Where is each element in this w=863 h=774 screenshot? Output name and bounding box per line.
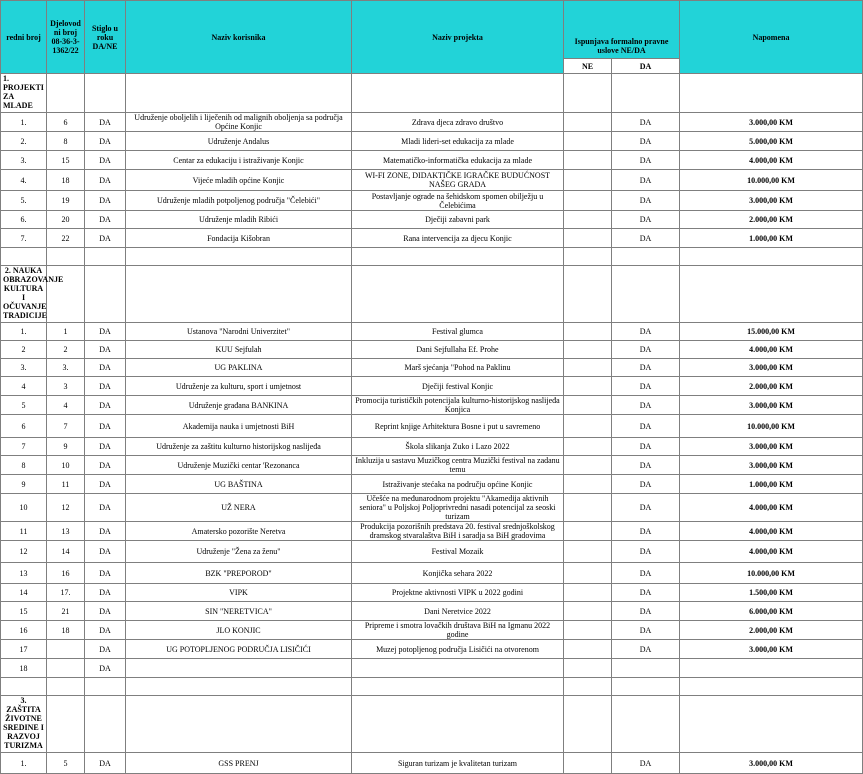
djelovodni-broj-cell: 19 — [47, 191, 85, 211]
uslovi-ne-cell — [564, 438, 612, 456]
napomena-cell: 2.000,00 KM — [680, 377, 863, 396]
korisnik-cell: Ustanova "Narodni Univerzitet" — [126, 323, 352, 341]
projekat-cell: Dani Sejfullaha Ef. Prohe — [352, 341, 564, 359]
header-ne: NE — [564, 59, 612, 74]
header-da: DA — [612, 59, 680, 74]
uslovi-ne-cell — [564, 522, 612, 541]
projekat-cell: Istraživanje stećaka na području općine Konjic — [352, 475, 564, 494]
stiglo-cell: DA — [85, 621, 126, 640]
table-row — [1, 753, 863, 774]
header-ispunjava-uslove: Ispunjava formalno pravne uslove NE/DA — [564, 1, 680, 59]
empty-cell — [85, 248, 126, 266]
empty-cell — [612, 266, 680, 323]
napomena-cell: 4.000,00 KM — [680, 522, 863, 541]
projekat-cell: Siguran turizam je kvalitetan turizam — [352, 753, 564, 774]
uslovi-ne-cell — [564, 377, 612, 396]
napomena-cell: 4.000,00 KM — [680, 541, 863, 563]
empty-cell — [1, 248, 47, 266]
redni-broj-cell: 16 — [1, 621, 47, 640]
napomena-cell: 4.000,00 KM — [680, 494, 863, 522]
uslovi-ne-cell — [564, 475, 612, 494]
stiglo-cell: DA — [85, 753, 126, 774]
stiglo-cell: DA — [85, 602, 126, 621]
stiglo-cell: DA — [85, 359, 126, 377]
header-naziv-projekta: Naziv projekta — [352, 1, 564, 74]
redni-broj-cell: 1. — [1, 753, 47, 774]
korisnik-cell: VIPK — [126, 584, 352, 602]
redni-broj-cell: 2 — [1, 341, 47, 359]
stiglo-cell: DA — [85, 211, 126, 229]
djelovodni-broj-cell: 18 — [47, 621, 85, 640]
table-row — [1, 377, 863, 396]
uslovi-ne-cell — [564, 621, 612, 640]
redni-broj-cell: 12 — [1, 541, 47, 563]
table-row — [1, 113, 863, 132]
korisnik-cell: KUU Sejfulah — [126, 341, 352, 359]
empty-cell — [564, 696, 612, 753]
uslovi-ne-cell — [564, 753, 612, 774]
stiglo-cell: DA — [85, 415, 126, 438]
napomena-cell: 3.000,00 KM — [680, 396, 863, 415]
djelovodni-broj-cell: 20 — [47, 211, 85, 229]
empty-cell — [47, 74, 85, 113]
empty-cell — [85, 678, 126, 696]
projekat-cell: Škola slikanja Zuko i Lazo 2022 — [352, 438, 564, 456]
uslovi-da-cell: DA — [612, 377, 680, 396]
djelovodni-broj-cell: 10 — [47, 456, 85, 475]
korisnik-cell: Udruženje "Žena za ženu" — [126, 541, 352, 563]
redni-broj-cell: 8 — [1, 456, 47, 475]
projekat-cell: Dani Neretvice 2022 — [352, 602, 564, 621]
djelovodni-broj-cell: 2 — [47, 341, 85, 359]
projekat-cell: WI-FI ZONE, DIDAKTIČKE IGRAČKE BUDUĆNOST NAŠEG GRADA — [352, 170, 564, 191]
empty-cell — [612, 74, 680, 113]
empty-cell — [564, 678, 612, 696]
uslovi-da-cell: DA — [612, 621, 680, 640]
napomena-cell: 6.000,00 KM — [680, 602, 863, 621]
header-redni-broj: redni broj — [1, 1, 47, 74]
table-row — [1, 602, 863, 621]
table-row — [1, 323, 863, 341]
stiglo-cell: DA — [85, 475, 126, 494]
djelovodni-broj-cell: 21 — [47, 602, 85, 621]
korisnik-cell: Udruženje Muzički centar 'Rezonanca — [126, 456, 352, 475]
uslovi-da-cell: DA — [612, 541, 680, 563]
uslovi-da-cell: DA — [612, 132, 680, 151]
uslovi-da-cell: DA — [612, 438, 680, 456]
korisnik-cell: UŽ NERA — [126, 494, 352, 522]
stiglo-cell: DA — [85, 377, 126, 396]
section-title: 1. PROJEKTI ZA MLADE — [1, 74, 47, 113]
korisnik-cell: SIN "NERETVICA" — [126, 602, 352, 621]
uslovi-da-cell: DA — [612, 151, 680, 170]
uslovi-da-cell: DA — [612, 753, 680, 774]
projekat-cell: Konjička sehara 2022 — [352, 563, 564, 584]
section-header-row — [1, 74, 863, 113]
uslovi-da-cell: DA — [612, 229, 680, 248]
table-row — [1, 191, 863, 211]
uslovi-ne-cell — [564, 584, 612, 602]
redni-broj-cell: 6. — [1, 211, 47, 229]
stiglo-cell: DA — [85, 323, 126, 341]
korisnik-cell: UG POTOPLJENOG PODRUČJA LISIČIĆI — [126, 640, 352, 659]
header-djelovodni-broj: Djelovod ni broj 08-36-3-1362/22 — [47, 1, 85, 74]
header-stiglo-u-roku: Stiglo u roku DA/NE — [85, 1, 126, 74]
empty-cell — [352, 696, 564, 753]
empty-cell — [352, 74, 564, 113]
napomena-cell: 4.000,00 KM — [680, 341, 863, 359]
empty-cell — [680, 696, 863, 753]
redni-broj-cell: 17 — [1, 640, 47, 659]
napomena-cell: 3.000,00 KM — [680, 456, 863, 475]
table-row — [1, 621, 863, 640]
napomena-cell: 3.000,00 KM — [680, 191, 863, 211]
uslovi-da-cell: DA — [612, 323, 680, 341]
redni-broj-cell: 5. — [1, 191, 47, 211]
empty-cell — [612, 696, 680, 753]
table-row — [1, 584, 863, 602]
table-row — [1, 456, 863, 475]
uslovi-da-cell: DA — [612, 584, 680, 602]
uslovi-da-cell: DA — [612, 359, 680, 377]
empty-cell — [126, 74, 352, 113]
korisnik-cell: GSS PRENJ — [126, 753, 352, 774]
redni-broj-cell: 10 — [1, 494, 47, 522]
stiglo-cell: DA — [85, 151, 126, 170]
uslovi-ne-cell — [564, 563, 612, 584]
stiglo-cell: DA — [85, 341, 126, 359]
uslovi-da-cell: DA — [612, 522, 680, 541]
uslovi-da-cell: DA — [612, 211, 680, 229]
stiglo-cell: DA — [85, 494, 126, 522]
korisnik-cell: UG PAKLINA — [126, 359, 352, 377]
redni-broj-cell: 3. — [1, 359, 47, 377]
uslovi-ne-cell — [564, 229, 612, 248]
korisnik-cell — [126, 659, 352, 678]
uslovi-ne-cell — [564, 359, 612, 377]
projekat-cell: Zdrava djeca zdravo društvo — [352, 113, 564, 132]
redni-broj-cell: 14 — [1, 584, 47, 602]
redni-broj-cell: 9 — [1, 475, 47, 494]
stiglo-cell: DA — [85, 659, 126, 678]
projekat-cell: Dječiji festival Konjic — [352, 377, 564, 396]
table-row — [1, 359, 863, 377]
projekat-cell: Reprint knjige Arhitektura Bosne i put u savremeno — [352, 415, 564, 438]
header-naziv-korisnika: Naziv korisnika — [126, 1, 352, 74]
table-row — [1, 151, 863, 170]
projekat-cell: Dječiji zabavni park — [352, 211, 564, 229]
redni-broj-cell: 13 — [1, 563, 47, 584]
redni-broj-cell: 6 — [1, 415, 47, 438]
uslovi-da-cell: DA — [612, 341, 680, 359]
uslovi-da-cell: DA — [612, 602, 680, 621]
djelovodni-broj-cell: 1 — [47, 323, 85, 341]
uslovi-da-cell: DA — [612, 494, 680, 522]
djelovodni-broj-cell: 15 — [47, 151, 85, 170]
projekat-cell: Učešće na međunarodnom projektu "Akamedija aktivnih seniora" u Poljskoj Poljoprivredni nasadi potencijal za seoski turizam — [352, 494, 564, 522]
djelovodni-broj-cell: 7 — [47, 415, 85, 438]
projekat-cell: Postavljanje ograde na šehidskom spomen obilježju u Čelebićima — [352, 191, 564, 211]
empty-cell — [680, 74, 863, 113]
section-title: 2. NAUKA OBRAZOVANJE KULTURA I OČUVANJE TRADICIJE — [1, 266, 47, 323]
djelovodni-broj-cell: 22 — [47, 229, 85, 248]
redni-broj-cell: 3. — [1, 151, 47, 170]
redni-broj-cell: 18 — [1, 659, 47, 678]
table-row — [1, 211, 863, 229]
empty-cell — [126, 248, 352, 266]
table-row — [1, 563, 863, 584]
napomena-cell: 1.000,00 KM — [680, 475, 863, 494]
uslovi-ne-cell — [564, 494, 612, 522]
uslovi-ne-cell — [564, 113, 612, 132]
redni-broj-cell: 2. — [1, 132, 47, 151]
empty-cell — [1, 678, 47, 696]
table-row — [1, 415, 863, 438]
table-row — [1, 341, 863, 359]
empty-cell — [47, 248, 85, 266]
uslovi-ne-cell — [564, 456, 612, 475]
napomena-cell: 5.000,00 KM — [680, 132, 863, 151]
empty-cell — [564, 248, 612, 266]
table-row — [1, 522, 863, 541]
djelovodni-broj-cell — [47, 659, 85, 678]
projekat-cell: Mladi lideri-set edukacija za mlade — [352, 132, 564, 151]
uslovi-da-cell: DA — [612, 170, 680, 191]
uslovi-da-cell: DA — [612, 456, 680, 475]
empty-cell — [85, 74, 126, 113]
uslovi-ne-cell — [564, 323, 612, 341]
projekat-cell: Festival glumca — [352, 323, 564, 341]
empty-cell — [612, 678, 680, 696]
stiglo-cell: DA — [85, 191, 126, 211]
korisnik-cell: JLO KONJIC — [126, 621, 352, 640]
empty-cell — [612, 248, 680, 266]
table-row — [1, 170, 863, 191]
djelovodni-broj-cell: 11 — [47, 475, 85, 494]
blank-row — [1, 678, 863, 696]
djelovodni-broj-cell: 6 — [47, 113, 85, 132]
uslovi-ne-cell — [564, 541, 612, 563]
uslovi-ne-cell — [564, 191, 612, 211]
empty-cell — [564, 74, 612, 113]
djelovodni-broj-cell: 5 — [47, 753, 85, 774]
uslovi-da-cell: DA — [612, 113, 680, 132]
djelovodni-broj-cell: 13 — [47, 522, 85, 541]
napomena-cell: 2.000,00 KM — [680, 621, 863, 640]
table-row — [1, 640, 863, 659]
projekat-cell: Pripreme i smotra lovačkih društava BiH na Igmanu 2022 godine — [352, 621, 564, 640]
uslovi-da-cell: DA — [612, 475, 680, 494]
empty-cell — [564, 266, 612, 323]
korisnik-cell: Centar za edukaciju i istraživanje Konjic — [126, 151, 352, 170]
korisnik-cell: Udruženje Andalus — [126, 132, 352, 151]
redni-broj-cell: 4 — [1, 377, 47, 396]
projekat-cell: Muzej potopljenog područja Lisičići na otvorenom — [352, 640, 564, 659]
djelovodni-broj-cell: 4 — [47, 396, 85, 415]
projekat-cell: Rana intervencija za djecu Konjic — [352, 229, 564, 248]
napomena-cell: 1.000,00 KM — [680, 229, 863, 248]
empty-cell — [85, 266, 126, 323]
projekat-cell: Projektne aktivnosti VIPK u 2022 godini — [352, 584, 564, 602]
djelovodni-broj-cell: 12 — [47, 494, 85, 522]
empty-cell — [680, 266, 863, 323]
table-row — [1, 438, 863, 456]
projekat-cell: Marš sjećanja "Pohod na Paklinu — [352, 359, 564, 377]
table-row — [1, 396, 863, 415]
uslovi-ne-cell — [564, 396, 612, 415]
napomena-cell: 3.000,00 KM — [680, 359, 863, 377]
djelovodni-broj-cell: 14 — [47, 541, 85, 563]
stiglo-cell: DA — [85, 170, 126, 191]
korisnik-cell: Akademija nauka i umjetnosti BiH — [126, 415, 352, 438]
uslovi-ne-cell — [564, 151, 612, 170]
napomena-cell: 4.000,00 KM — [680, 151, 863, 170]
napomena-cell — [680, 659, 863, 678]
projekat-cell: Festival Mozaik — [352, 541, 564, 563]
uslovi-da-cell: DA — [612, 563, 680, 584]
uslovi-ne-cell — [564, 640, 612, 659]
section-title: 3. ZAŠTITA ŽIVOTNE SREDINE I RAZVOJ TURIZMA — [1, 696, 47, 753]
stiglo-cell: DA — [85, 541, 126, 563]
uslovi-da-cell: DA — [612, 396, 680, 415]
stiglo-cell: DA — [85, 563, 126, 584]
stiglo-cell: DA — [85, 132, 126, 151]
uslovi-da-cell: DA — [612, 191, 680, 211]
napomena-cell: 3.000,00 KM — [680, 640, 863, 659]
stiglo-cell: DA — [85, 456, 126, 475]
korisnik-cell: Udruženje mladih Ribići — [126, 211, 352, 229]
empty-cell — [126, 696, 352, 753]
korisnik-cell: Amatersko pozorište Neretva — [126, 522, 352, 541]
uslovi-ne-cell — [564, 341, 612, 359]
empty-cell — [126, 678, 352, 696]
redni-broj-cell: 5 — [1, 396, 47, 415]
korisnik-cell: Udruženje mladih potpoljenog područja "Čelebići" — [126, 191, 352, 211]
napomena-cell: 1.500,00 KM — [680, 584, 863, 602]
napomena-cell: 3.000,00 KM — [680, 753, 863, 774]
napomena-cell: 3.000,00 KM — [680, 438, 863, 456]
table-row — [1, 494, 863, 522]
empty-cell — [85, 696, 126, 753]
napomena-cell: 2.000,00 KM — [680, 211, 863, 229]
korisnik-cell: Fondacija Kišobran — [126, 229, 352, 248]
djelovodni-broj-cell: 16 — [47, 563, 85, 584]
djelovodni-broj-cell: 18 — [47, 170, 85, 191]
stiglo-cell: DA — [85, 584, 126, 602]
table-row — [1, 132, 863, 151]
redni-broj-cell: 4. — [1, 170, 47, 191]
empty-cell — [352, 266, 564, 323]
table-row — [1, 475, 863, 494]
uslovi-ne-cell — [564, 659, 612, 678]
korisnik-cell: Udruženje oboljelih i liječenih od malignih oboljenja sa područja Općine Konjic — [126, 113, 352, 132]
stiglo-cell: DA — [85, 396, 126, 415]
stiglo-cell: DA — [85, 640, 126, 659]
empty-cell — [352, 678, 564, 696]
napomena-cell: 10.000,00 KM — [680, 170, 863, 191]
table-row — [1, 229, 863, 248]
uslovi-ne-cell — [564, 132, 612, 151]
napomena-cell: 10.000,00 KM — [680, 415, 863, 438]
empty-cell — [680, 248, 863, 266]
table-body — [1, 74, 863, 774]
korisnik-cell: Vijeće mladih općine Konjic — [126, 170, 352, 191]
uslovi-ne-cell — [564, 211, 612, 229]
table-row — [1, 541, 863, 563]
napomena-cell: 3.000,00 KM — [680, 113, 863, 132]
header-napomena: Napomena — [680, 1, 863, 74]
redni-broj-cell: 1. — [1, 113, 47, 132]
projekat-cell — [352, 659, 564, 678]
projekat-cell: Produkcija pozorišnih predstava 20. festival srednjoškolskog dramskog stvaralaštva BiH i saradja sa BiH gradovima — [352, 522, 564, 541]
korisnik-cell: UG BAŠTINA — [126, 475, 352, 494]
section-header-row — [1, 266, 863, 323]
projekat-cell: Inkluzija u sastavu Muzičkog centra Muzički festival na zadanu temu — [352, 456, 564, 475]
djelovodni-broj-cell — [47, 640, 85, 659]
projekat-cell: Matematičko-informatička edukacija za mlade — [352, 151, 564, 170]
djelovodni-broj-cell: 3. — [47, 359, 85, 377]
uslovi-ne-cell — [564, 602, 612, 621]
redni-broj-cell: 15 — [1, 602, 47, 621]
section-header-row — [1, 696, 863, 753]
korisnik-cell: Udruženje građana BANKINA — [126, 396, 352, 415]
korisnik-cell: BZK "PREPOROD" — [126, 563, 352, 584]
uslovi-da-cell: DA — [612, 640, 680, 659]
djelovodni-broj-cell: 17. — [47, 584, 85, 602]
empty-cell — [126, 266, 352, 323]
napomena-cell: 10.000,00 KM — [680, 563, 863, 584]
djelovodni-broj-cell: 9 — [47, 438, 85, 456]
projekat-cell: Promocija turističkih potencijala kulturno-historijskog naslijeđa Konjica — [352, 396, 564, 415]
korisnik-cell: Udruženje za zaštitu kulturno historijskog naslijeđa — [126, 438, 352, 456]
djelovodni-broj-cell: 8 — [47, 132, 85, 151]
uslovi-da-cell — [612, 659, 680, 678]
uslovi-da-cell: DA — [612, 415, 680, 438]
redni-broj-cell: 7. — [1, 229, 47, 248]
uslovi-ne-cell — [564, 170, 612, 191]
empty-cell — [47, 678, 85, 696]
stiglo-cell: DA — [85, 113, 126, 132]
redni-broj-cell: 1. — [1, 323, 47, 341]
korisnik-cell: Udruženje za kulturu, sport i umjetnost — [126, 377, 352, 396]
stiglo-cell: DA — [85, 522, 126, 541]
redni-broj-cell: 7 — [1, 438, 47, 456]
table-row — [1, 659, 863, 678]
stiglo-cell: DA — [85, 438, 126, 456]
blank-row — [1, 248, 863, 266]
empty-cell — [352, 248, 564, 266]
empty-cell — [680, 678, 863, 696]
empty-cell — [47, 696, 85, 753]
napomena-cell: 15.000,00 KM — [680, 323, 863, 341]
uslovi-ne-cell — [564, 415, 612, 438]
djelovodni-broj-cell: 3 — [47, 377, 85, 396]
stiglo-cell: DA — [85, 229, 126, 248]
redni-broj-cell: 11 — [1, 522, 47, 541]
